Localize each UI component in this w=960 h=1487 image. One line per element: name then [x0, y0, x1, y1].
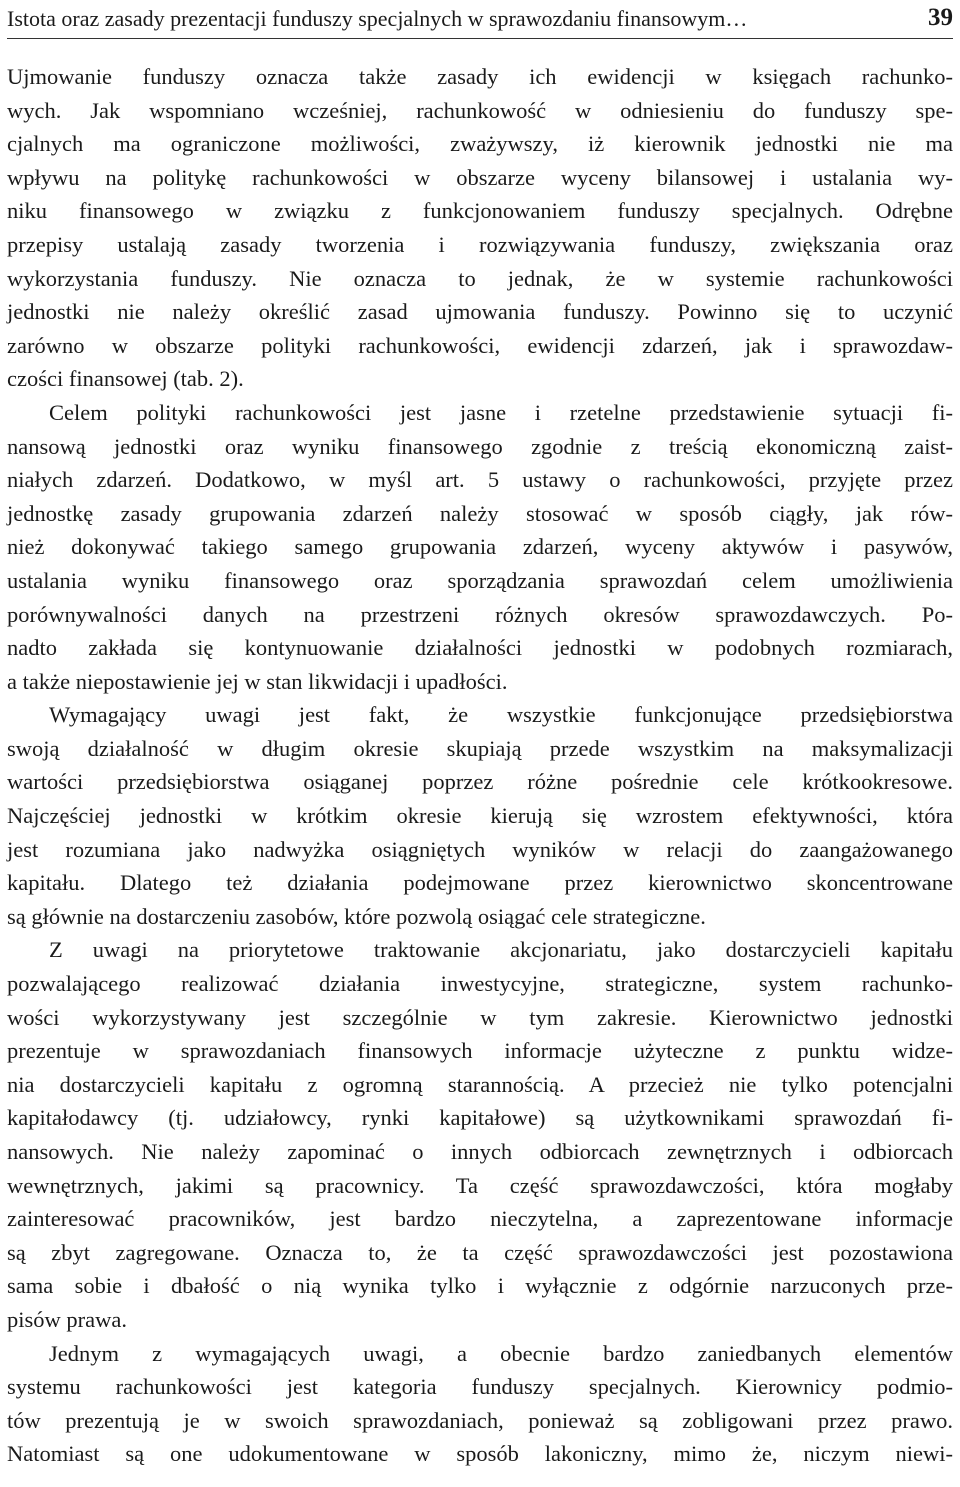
text-line: Najczęściej jednostki w krótkim okresie kierują się wzrostem efektywności, która	[7, 803, 953, 829]
text-line: sama sobie i dbałość o nią wynika tylko i wyłącznie z odgórnie narzuconych prze-	[7, 1273, 953, 1299]
text-line: niałych zdarzeń. Dodatkowo, w myśl art. 5 ustawy o rachunkowości, przyjęte przez	[7, 467, 953, 493]
text-line: zarówno w obszarze polityki rachunkowości, ewidencji zdarzeń, jak i sprawozdaw-	[7, 332, 953, 358]
page-number: 39	[928, 4, 953, 31]
text-line: tów prezentują je w swoich sprawozdaniach, ponieważ są zobligowani przez prawo.	[7, 1407, 953, 1433]
text-line: kapitałodawcy (tj. udziałowcy, rynki kapitałowe) są użytkownikami sprawozdań fi-	[7, 1105, 953, 1131]
text-line: wpływu na politykę rachunkowości w obszarze wyceny bilansowej i ustalania wy-	[7, 164, 953, 190]
running-header	[7, 2, 953, 39]
text-line: Ujmowanie funduszy oznacza także zasady ich ewidencji w księgach rachunko-	[7, 64, 953, 89]
text-line: zainteresować pracowników, jest bardzo nieczytelna, a zaprezentowane informacje	[7, 1206, 953, 1232]
text-line: jednostkę zasady grupowania zdarzeń należy stosować w sposób ciągły, jak rów-	[7, 500, 953, 526]
text-line: nansową jednostki oraz wyniku finansowego zgodnie z treścią ekonomiczną zaist-	[7, 433, 953, 459]
text-line: przepisy ustalają zasady tworzenia i rozwiązywania funduszy, zwiększania oraz	[7, 231, 953, 257]
text-line: cjalnych ma ograniczone możliwości, zważywszy, iż kierownik jednostki nie ma	[7, 131, 953, 157]
text-line: czości finansowej (tab. 2).	[7, 366, 244, 392]
running-title: Istota oraz zasady prezentacji funduszy specjalnych w sprawozdaniu finansowym…	[7, 6, 748, 31]
text-line: wartości przedsiębiorstwa osiąganej poprzez różne pośrednie cele krótkookresowe.	[7, 769, 953, 795]
text-line: swoją działalność w długim okresie skupiają przede wszystkim na maksymalizacji	[7, 735, 953, 761]
text-line: Z uwagi na priorytetowe traktowanie akcjonariatu, jako dostarczycieli kapitału	[49, 937, 953, 963]
text-line: niku finansowego w związku z funkcjonowaniem funduszy specjalnych. Odrębne	[7, 198, 953, 224]
text-line: nież dokonywać takiego samego grupowania zdarzeń, wyceny aktywów i pasywów,	[7, 534, 953, 560]
text-line: Celem polityki rachunkowości jest jasne i rzetelne przedstawienie sytuacji fi-	[49, 399, 953, 425]
text-line: pisów prawa.	[7, 1306, 127, 1332]
text-line: wewnętrznych, jakimi są pracownicy. Ta część sprawozdawczości, która mogłaby	[7, 1172, 953, 1198]
text-line: są głównie na dostarczeniu zasobów, które pozwolą osiągać cele strategiczne.	[7, 903, 706, 929]
text-line: jest rozumiana jako nadwyżka osiągniętych wyników w relacji do zaangażowanego	[7, 836, 953, 862]
text-line: nadto zakłada się kontynuowanie działalności jednostki w podobnych rozmiarach,	[7, 635, 953, 661]
text-line: wych. Jak wspomniano wcześniej, rachunkowość w odniesieniu do funduszy spe-	[7, 97, 953, 123]
text-line: Jednym z wymagających uwagi, a obecnie bardzo zaniedbanych elementów	[49, 1340, 953, 1366]
text-line: jednostki nie należy określić zasad ujmowania funduszy. Powinno się to uczynić	[7, 299, 953, 325]
text-line: porównywalności danych na przestrzeni różnych okresów sprawozdawczych. Po-	[7, 601, 953, 627]
text-line: systemu rachunkowości jest kategoria funduszy specjalnych. Kierownicy podmio-	[7, 1374, 953, 1400]
text-line: Natomiast są one udokumentowane w sposób lakoniczny, mimo że, niczym niewi-	[7, 1441, 953, 1467]
body-text	[7, 60, 953, 1471]
text-line: a także niepostawienie jej w stan likwidacji i upadłości.	[7, 668, 508, 694]
text-line: prezentuje w sprawozdaniach finansowych informacje użyteczne z punktu widze-	[7, 1038, 953, 1064]
text-line: Wymagający uwagi jest fakt, że wszystkie funkcjonujące przedsiębiorstwa	[49, 702, 953, 728]
text-line: pozwalającego realizować działania inwestycyjne, strategiczne, system rachunko-	[7, 971, 953, 997]
text-line: wości wykorzystywany jest szczególnie w tym zakresie. Kierownictwo jednostki	[7, 1004, 953, 1030]
text-line: są zbyt zagregowane. Oznacza to, że ta część sprawozdawczości jest pozostawiona	[7, 1239, 953, 1265]
document-page	[7, 0, 953, 1487]
text-line: nia dostarczycieli kapitału z ogromną starannością. A przecież nie tylko potencjalni	[7, 1071, 953, 1097]
text-line: nansowych. Nie należy zapominać o innych odbiorcach zewnętrznych i odbiorcach	[7, 1139, 953, 1164]
text-line: ustalania wyniku finansowego oraz sporządzania sprawozdań celem umożliwienia	[7, 567, 953, 593]
text-line: kapitału. Dlatego też działania podejmowane przez kierownictwo skoncentrowane	[7, 870, 953, 896]
text-line: wykorzystania funduszy. Nie oznacza to jednak, że w systemie rachunkowości	[7, 265, 953, 291]
